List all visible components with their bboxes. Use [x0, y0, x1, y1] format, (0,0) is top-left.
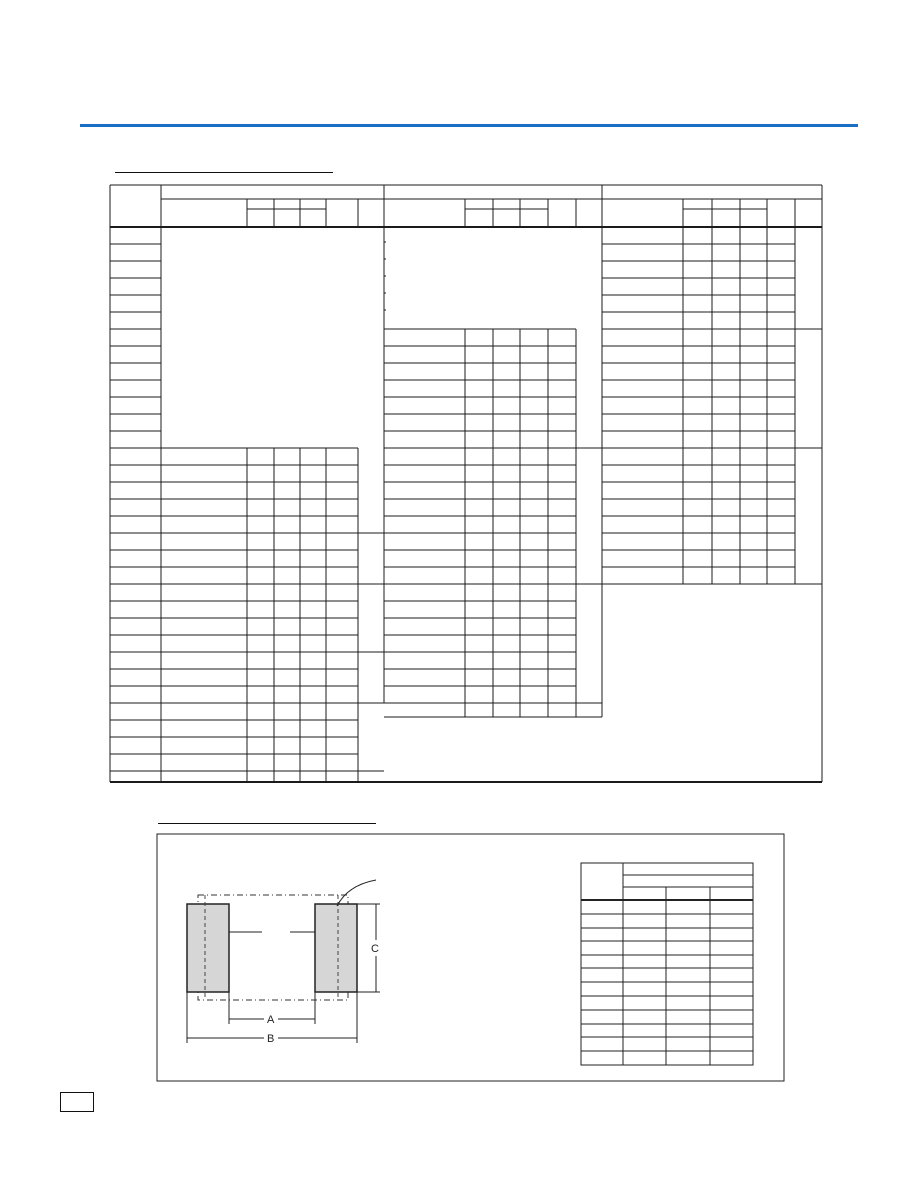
dimension-c-label: C [371, 943, 379, 955]
dimension-a-label: A [267, 1014, 275, 1026]
left-land-pad [187, 904, 229, 992]
land-pattern-dimension-table [581, 863, 753, 1065]
dimension-b-label: B [267, 1033, 275, 1045]
page-number-box [60, 1092, 94, 1112]
figure-frame [157, 834, 784, 1081]
right-land-pad [315, 904, 357, 992]
leader-curve [337, 880, 376, 906]
